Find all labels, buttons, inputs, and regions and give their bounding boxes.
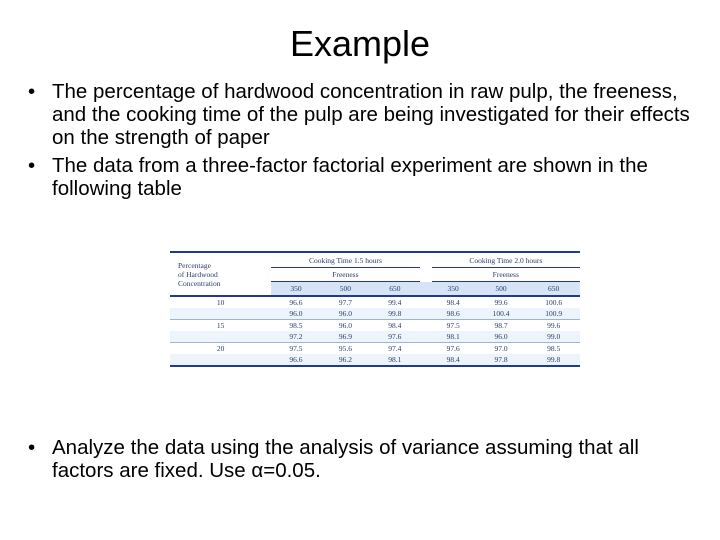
freeness-level: 500 [475,282,528,297]
value-cell: 95.6 [321,343,370,355]
table-header-row [170,252,580,268]
spacer-cell [420,343,432,355]
bullet-text: Analyze the data using the analysis of variance assuming that all factors are fixed. Use α=0.05. [52,436,639,482]
value-cell: 98.1 [370,354,419,366]
bottom-bullet-list [28,436,698,487]
value-cell: 97.4 [370,343,419,355]
freeness-level: 650 [527,282,580,297]
bullet-symbol: • [28,436,36,459]
freeness-level: 500 [321,282,370,297]
value-cell: 97.2 [271,331,320,343]
factorial-data-table [170,251,580,367]
concentration-cell: 15 [170,320,271,332]
bullet-item [28,154,698,200]
top-bullet-list [28,80,698,205]
value-cell: 96.0 [475,331,528,343]
table-row [170,296,580,308]
value-cell: 96.0 [321,308,370,320]
value-cell: 98.4 [432,354,475,366]
value-cell: 96.9 [321,331,370,343]
concentration-cell: 20 [170,343,271,355]
table-body [170,296,580,366]
freeness-level: 350 [432,282,475,297]
bullet-text: The percentage of hardwood concentration in raw pulp, the freeness, and the cooking time of the pulp are being investigated for their effects on the strength of paper [52,80,690,149]
value-cell: 98.5 [271,320,320,332]
header-cooking-time-2: Cooking Time 2.0 hours [432,252,580,268]
value-cell: 96.0 [271,308,320,320]
value-cell: 98.4 [370,320,419,332]
concentration-cell [170,331,271,343]
value-cell: 96.6 [271,354,320,366]
spacer-cell [420,296,432,308]
value-cell: 99.8 [527,354,580,366]
bullet-symbol: • [28,80,36,103]
value-cell: 97.8 [475,354,528,366]
data-table-image [170,251,580,396]
table-row [170,343,580,355]
slide-title: Example [289,23,431,64]
spacer-cell [420,320,432,332]
header-freeness: Freeness [271,268,419,282]
spacer-cell [420,331,432,343]
value-cell: 97.5 [271,343,320,355]
value-cell: 99.6 [494,298,508,307]
value-cell: 99.0 [527,331,580,343]
value-cell: 97.5 [432,320,475,332]
value-cell: 98.4 [446,298,460,307]
table-row [170,354,580,366]
row-header-concentration: Percentage of Hardwood Concentration [170,252,271,296]
header-freeness: Freeness [432,268,580,282]
value-cell: 100.4 [475,308,528,320]
spacer-cell [420,354,432,366]
value-cell: 98.1 [432,331,475,343]
value-cell: 96.0 [321,320,370,332]
value-cell: 98.7 [475,320,528,332]
table-row [170,308,580,320]
value-cell: 97.0 [475,343,528,355]
freeness-level: 650 [370,282,419,297]
bullet-item [28,436,698,482]
concentration-cell: 10 [216,298,225,307]
spacer-cell [420,308,432,320]
value-cell: 99.8 [370,308,419,320]
value-cell: 96.2 [321,354,370,366]
value-cell: 100.6 [545,298,563,307]
value-cell: 96.6 [289,298,303,307]
freeness-level: 350 [271,282,320,297]
table-row [170,320,580,332]
table-row [170,331,580,343]
value-cell: 97.7 [338,298,352,307]
value-cell: 99.6 [527,320,580,332]
value-cell: 97.6 [370,331,419,343]
value-cell: 100.9 [527,308,580,320]
value-cell: 98.6 [432,308,475,320]
header-cooking-time-1: Cooking Time 1.5 hours [271,252,419,268]
concentration-cell [170,308,271,320]
bullet-symbol: • [28,154,36,177]
value-cell: 98.5 [527,343,580,355]
value-cell: 99.4 [388,298,402,307]
concentration-cell [170,354,271,366]
value-cell: 97.6 [432,343,475,355]
bullet-text: The data from a three-factor factorial experiment are shown in the following table [52,154,648,200]
bullet-item [28,80,698,149]
